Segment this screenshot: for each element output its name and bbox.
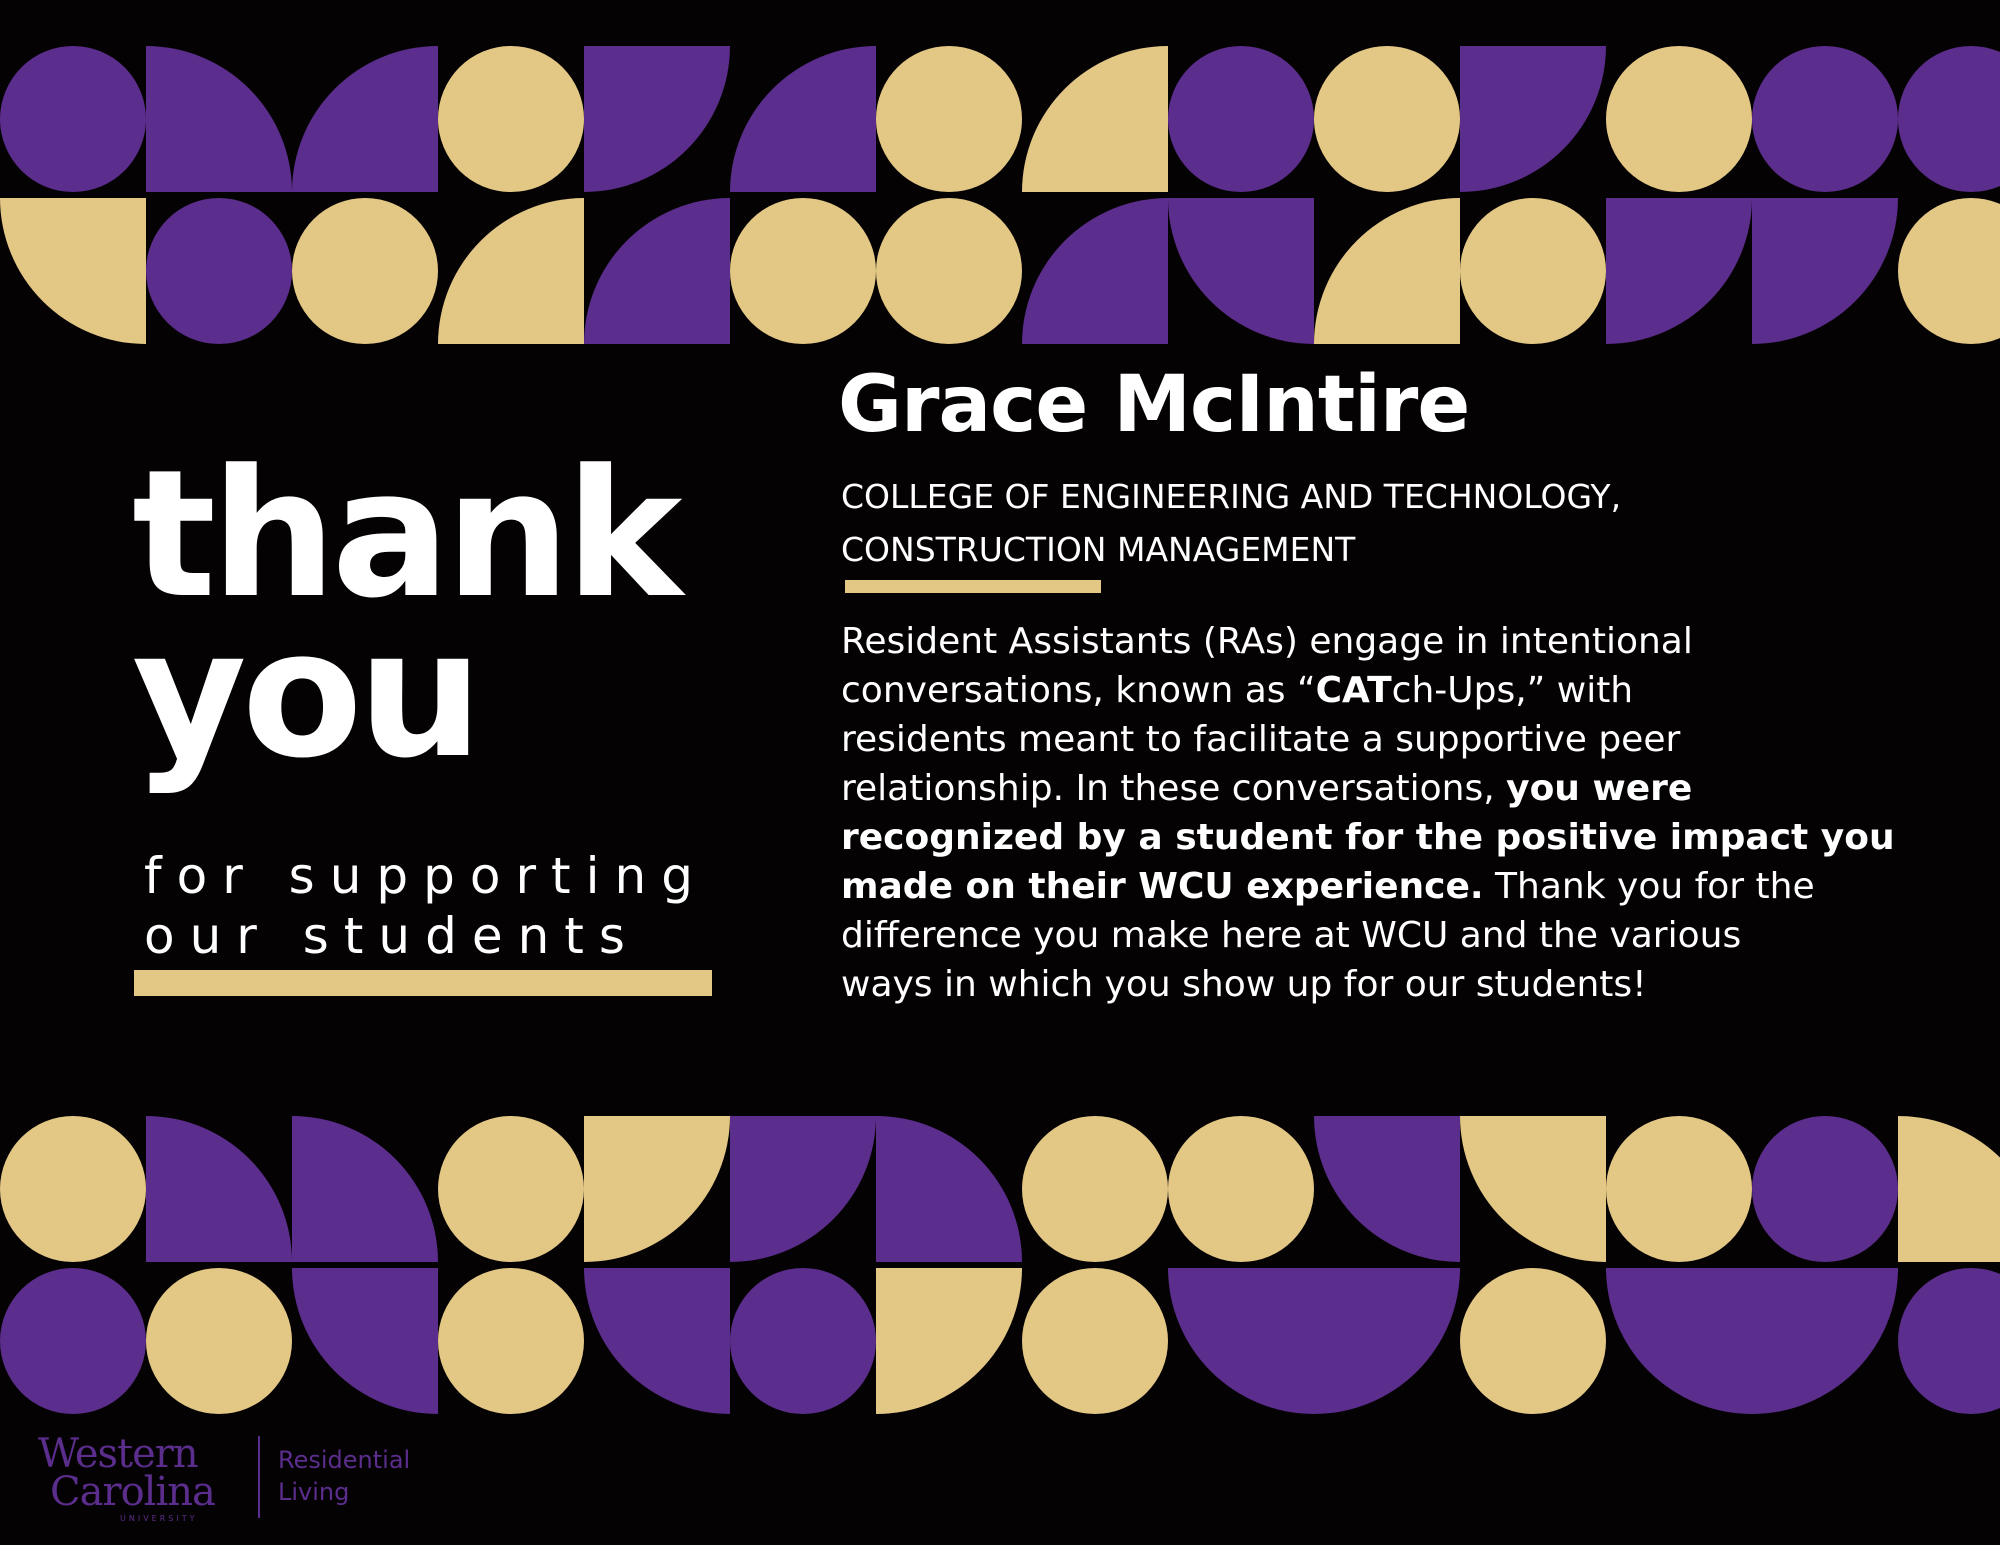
headline-line-thank: thank [132, 432, 678, 637]
pattern-qtr-shape [292, 1268, 438, 1414]
pattern-qbr-shape [584, 198, 730, 344]
pattern-circle-shape [1752, 46, 1898, 192]
left-gold-rule [134, 970, 712, 996]
pattern-qtr-shape [584, 1268, 730, 1414]
pattern-circle-shape [1898, 46, 2000, 192]
pattern-qtl-shape [876, 1268, 1022, 1414]
message-line: difference you make here at WCU and the various [841, 915, 1742, 956]
top-pattern [0, 40, 2000, 345]
pattern-qbr-shape [1022, 198, 1168, 344]
pattern-qbr-shape [730, 46, 876, 192]
message-line: conversations, known as “CATch-Ups,” with [841, 670, 1634, 711]
pattern-circle-shape [438, 1268, 584, 1414]
message-line: made on their WCU experience. Thank you for the [841, 866, 1815, 907]
pattern-circle-shape [292, 198, 438, 344]
pattern-qtl-shape [1752, 198, 1898, 344]
recipient-department [841, 470, 1621, 576]
logo-unit-name: Residential Living [278, 1446, 411, 1506]
pattern-qtr-shape [1606, 1268, 1752, 1414]
pattern-qtr-shape [0, 198, 146, 344]
pattern-qbl-shape [146, 46, 292, 192]
message-line: residents meant to facilitate a supportive peer [841, 719, 1681, 760]
pattern-qtl-shape [1314, 1268, 1460, 1414]
pattern-circle-shape [1022, 1116, 1168, 1262]
pattern-circle-shape [146, 198, 292, 344]
pattern-circle-shape [0, 1268, 146, 1414]
pattern-circle-shape [1460, 198, 1606, 344]
pattern-circle-shape [0, 1116, 146, 1262]
bottom-pattern [0, 1110, 2000, 1415]
thank-you-headline [132, 432, 678, 797]
pattern-circle-shape [1606, 46, 1752, 192]
pattern-circle-shape [1168, 46, 1314, 192]
recognition-message [841, 617, 1981, 1009]
pattern-circle-shape [0, 46, 146, 192]
pattern-qbl-shape [146, 1116, 292, 1262]
pattern-qtr-shape [1168, 1268, 1314, 1414]
pattern-qtl-shape [584, 1116, 730, 1262]
pattern-qbl-shape [876, 1116, 1022, 1262]
pattern-circle-shape [1898, 1268, 2000, 1414]
pattern-circle-shape [1752, 1116, 1898, 1262]
pattern-circle-shape [1460, 1268, 1606, 1414]
pattern-qtr-shape [1168, 198, 1314, 344]
tagline [144, 846, 708, 966]
pattern-qtl-shape [1606, 198, 1752, 344]
pattern-circle-shape [1898, 198, 2000, 344]
pattern-circle-shape [1606, 1116, 1752, 1262]
department-line-1: COLLEGE OF ENGINEERING AND TECHNOLOGY, [841, 477, 1622, 516]
message-line: Resident Assistants (RAs) engage in intentional [841, 621, 1693, 662]
logo-divider [258, 1436, 260, 1518]
message-line: recognized by a student for the positive impact you [841, 817, 1895, 858]
pattern-circle-shape [438, 1116, 584, 1262]
headline-line-you: you [132, 592, 478, 797]
pattern-qbr-shape [292, 46, 438, 192]
catch-ups-emphasis: CAT [1315, 670, 1392, 711]
pattern-qtl-shape [730, 1116, 876, 1262]
logo-university: UNIVERSITY [120, 1514, 198, 1523]
pattern-circle-shape [438, 46, 584, 192]
pattern-qtr-shape [1314, 1116, 1460, 1262]
pattern-qtl-shape [584, 46, 730, 192]
pattern-qtl-shape [1460, 46, 1606, 192]
pattern-circle-shape [730, 1268, 876, 1414]
message-line: ways in which you show up for our students! [841, 964, 1647, 1005]
pattern-qbl-shape [1898, 1116, 2000, 1262]
top-pattern-band [0, 40, 2000, 345]
department-line-2: CONSTRUCTION MANAGEMENT [841, 530, 1356, 569]
logo-western: Western [38, 1431, 198, 1477]
recipient-name: Grace McIntire [838, 360, 1470, 450]
right-gold-rule [845, 580, 1101, 593]
pattern-qtl-shape [1752, 1268, 1898, 1414]
pattern-qtr-shape [1460, 1116, 1606, 1262]
tagline-line-2: our students [144, 907, 640, 965]
pattern-qbl-shape [292, 1116, 438, 1262]
pattern-circle-shape [730, 198, 876, 344]
message-line: relationship. In these conversations, you were [841, 768, 1693, 809]
pattern-circle-shape [1022, 1268, 1168, 1414]
logo-carolina: Carolina [50, 1469, 215, 1515]
pattern-qbr-shape [438, 198, 584, 344]
pattern-circle-shape [876, 198, 1022, 344]
pattern-circle-shape [1314, 46, 1460, 192]
pattern-circle-shape [146, 1268, 292, 1414]
pattern-circle-shape [876, 46, 1022, 192]
pattern-circle-shape [1168, 1116, 1314, 1262]
pattern-qbr-shape [1022, 46, 1168, 192]
bottom-pattern-band [0, 1110, 2000, 1415]
tagline-line-1: for supporting [144, 847, 708, 905]
pattern-qbr-shape [1314, 198, 1460, 344]
